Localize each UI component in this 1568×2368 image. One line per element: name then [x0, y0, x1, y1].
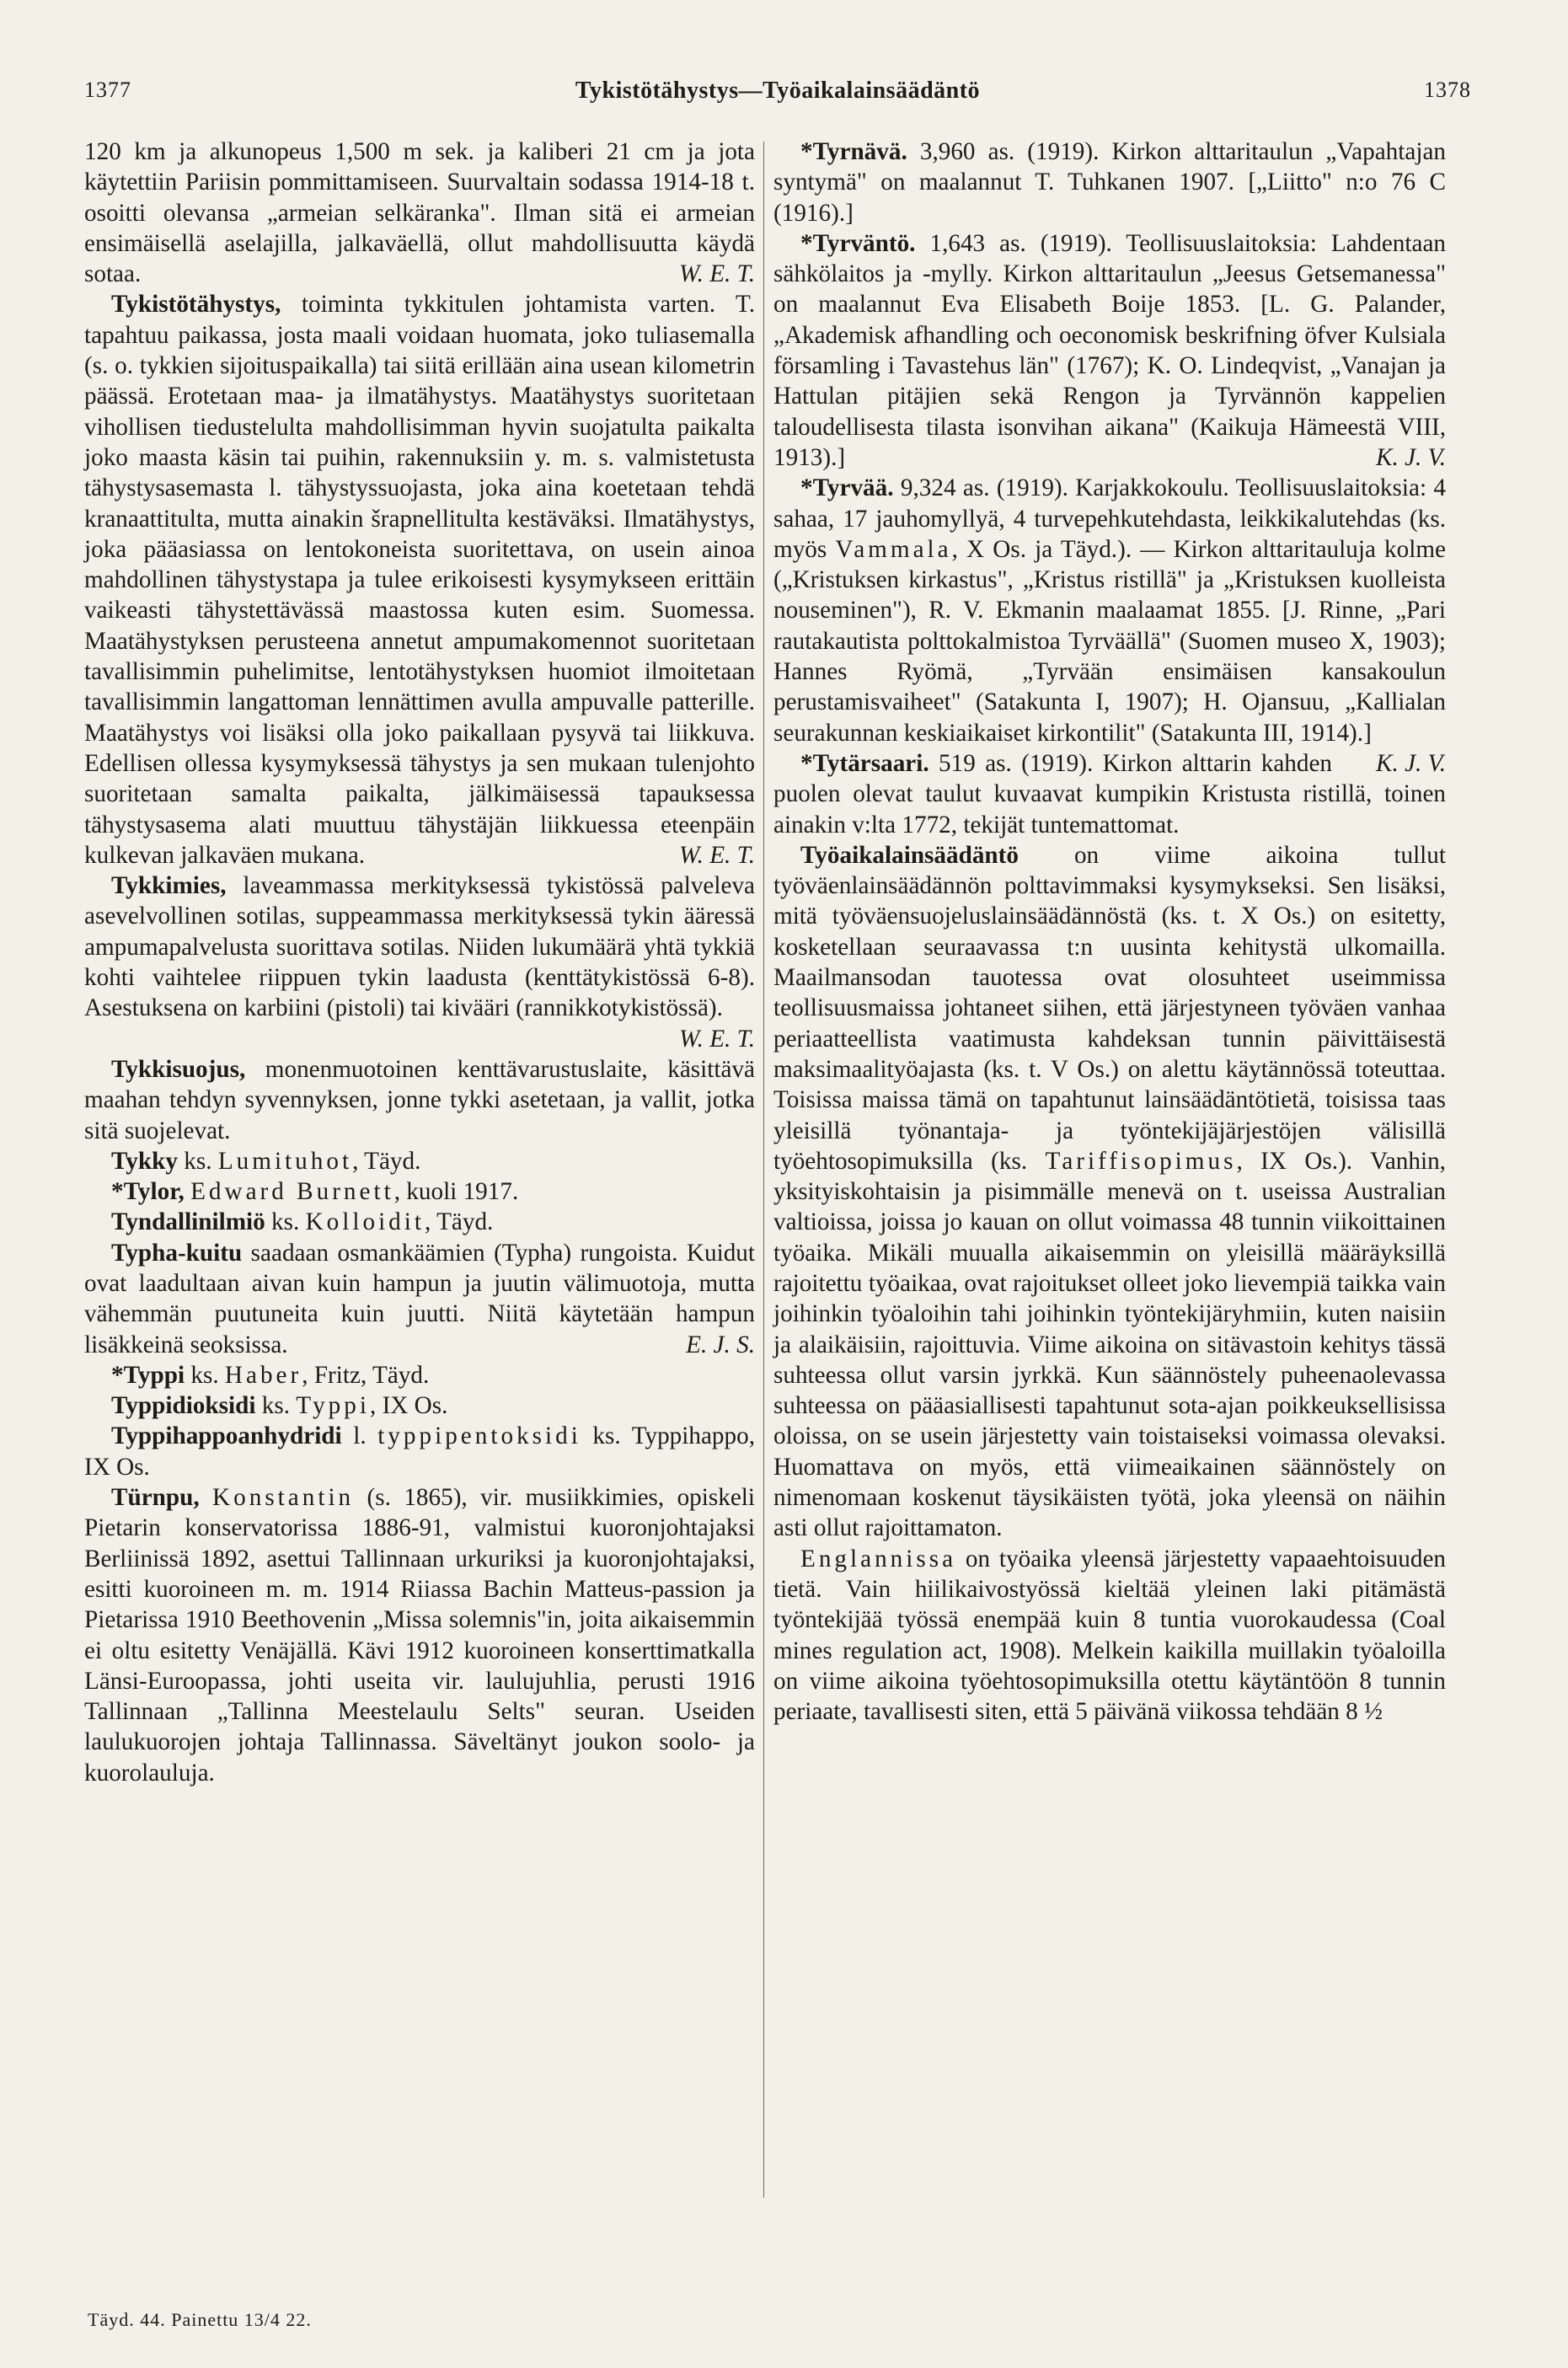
entry-paragraph [84, 289, 755, 871]
entry-text: , IX Os.). Vanhin, yksityiskohtaisin ja pisimmälle menevä on t. useissa Australian valtioissa, joissa jo kauan on ollut voimassa 48 tunnin viikoittainen työaika. Mikäli muualla aikaisemmin on yleisillä määräyksillä rajoitettu työaikaa, ovat rajoitukset olleet joko lievempiä taikka vain joihinkin työaloihin tahi joihinkin työntekijäryhmiin, kuten naisiin ja alaikäisiin, rajoittuvia. Viime aikoina on sitävastoin kehitys tässä suhteessa ollut varsin jyrkkä. Kun säännöstely puheenaolevassa suhteessa on pääasiallisesti tapahtunut sota-ajan poikkeuksellisissa oloissa, on se usein järjestetty vain toistaiseksi voimassa olevaksi. Huomattava on myös, että viimeaikainen säännöstely on nimenomaan koskenut täysikäisten työtä, joka yleensä on näihin asti ollut rajoittamaton. [773, 1147, 1446, 1542]
author-signature: W. E. T. [678, 260, 755, 288]
entry-text: laveammassa merkityksessä tykistössä palveleva asevelvollinen sotilas, suppeammassa merkityksessä tykin ääressä ampumapalvelusta suorittava sotilas. Niiden lukumäärä yhtä tykkiä kohti vaihtelee riippuen tykin laadusta (kenttätykistössä 6-8). Asestuksena on karbiini (pistoli) tai kivääri (rannikkotykistössä). [84, 872, 755, 1022]
spaced-term: Lumituhot [217, 1147, 353, 1175]
entry-text: ks. [185, 1361, 225, 1389]
entry-paragraph [84, 1176, 755, 1207]
entry-headword: Typpihappoanhydridi [111, 1422, 342, 1450]
author-signature: W. E. T. [678, 841, 755, 869]
footer-print-note: Täyd. 44. Painettu 13/4 22. [88, 2309, 312, 2330]
entry-text: , Täyd. [352, 1147, 421, 1175]
entry-text: , Täyd. [425, 1208, 494, 1236]
entry-paragraph [84, 1238, 755, 1360]
entry-text [200, 1484, 212, 1511]
entry-paragraph [84, 1054, 755, 1146]
entry-text: ks. [265, 1208, 306, 1236]
entry-headword: *Tylor, [111, 1178, 185, 1206]
spaced-term: Haber [224, 1361, 302, 1389]
entry-paragraph [773, 840, 1446, 1544]
entry-headword: *Tyrvää. [800, 474, 894, 502]
author-signature: K. J. V. [1376, 749, 1446, 777]
entry-headword: Türnpu, [111, 1484, 200, 1512]
entry-text: 1,643 as. (1919). Teollisuuslaitoksia: Lahdentaan sähkölaitos ja -mylly. Kirkon alttaritaulun „Jeesus Getsemanessa" on maalannut Eva Elisabeth Boije 1853. [L. G. Palander, „Akademisk afhandling och oeconomisk beskrifning öfver Kulsiala församling i Tavastehus län" (1767); K. O. Lindeqvist, „Vanajan ja Hattulan pitäjien sekä Rengon ja Tyrvännön kappelien taloudellisesta tilasta isonvihan aikana" (Kaikuja Hämeestä VIII, 1913).] [773, 229, 1446, 471]
entry-headword: *Tyrväntö. [800, 229, 916, 257]
entry-paragraph [773, 228, 1446, 473]
entry-text: ks. [177, 1147, 218, 1175]
entry-paragraph [773, 1544, 1446, 1728]
spaced-term: typpipentoksidi [377, 1422, 581, 1450]
page-number-right: 1378 [1424, 78, 1471, 102]
spaced-term: Vammala [835, 535, 952, 563]
left-column [84, 137, 755, 1788]
entry-paragraph [84, 1146, 755, 1176]
entry-paragraph [84, 1207, 755, 1237]
author-signature: E. J. S. [686, 1331, 755, 1358]
entry-headword: *Tytärsaari. [800, 749, 929, 777]
entry-text: saadaan osmankäämien (Typha) rungoista. Kuidut ovat laadultaan aivan kuin hampun ja juutin välimuotoja, mutta vähemmän puutuneita kuin juutti. Niitä käytetään hampun lisäkkeinä seoksissa. [84, 1239, 755, 1358]
entry-paragraph [773, 137, 1446, 228]
page-header [84, 78, 1471, 120]
entry-paragraph [84, 1390, 755, 1421]
entry-headword: Typpidioksidi [111, 1392, 256, 1420]
entry-text [185, 1178, 190, 1205]
entry-text: monenmuotoinen kenttävarustuslaite, käsittävä maahan tehdyn syvennyksen, jonne tykki asetetaan, ja vallit, jotka sitä suojelevat. [84, 1055, 755, 1144]
entry-text: , X Os. ja Täyd.). — Kirkon alttaritauluja kolme („Kristuksen kirkastus", „Kristus ristillä" ja „Kristuksen kuolleista nouseminen"), R. V. Ekmanin maalaamat 1855. [J. Rinne, „Pari rautakautista polttokalmistoa Tyrväällä" (Suomen museo X, 1903); Hannes Ryömä, „Tyrvään ensimäisen kansakoulun perustamisvaiheet" (Satakunta I, 1907); H. Ojansuu, „Kallialan seurakunnan keskiaikaiset kirkontilit" (Satakunta III, 1914).] [773, 535, 1446, 747]
spaced-term: Englannissa [800, 1545, 957, 1572]
right-column [773, 137, 1446, 1727]
entry-text: 519 as. (1919). Kirkon alttarin kahden puolen olevat taulut kuvaavat kumpikin Kristusta ristillä, toinen ainakin v:lta 1772, tekijät tuntemattomat. [773, 749, 1446, 838]
entry-text: 120 km ja alkunopeus 1,500 m sek. ja kaliberi 21 cm ja jota käytettiin Pariisin pommittamiseen. Suurvaltain sodassa 1914-18 t. osoitti olevansa „armeian selkäranka". Ilman sitä ei armeian ensimäisellä aselajilla, jalkaväellä, ollut mahdollisuutta käydä sotaa. [84, 138, 755, 288]
entry-text: ks. Typpihappo, IX Os. [84, 1422, 755, 1481]
author-signature: K. J. V. [1376, 443, 1446, 471]
entry-text: on työaika yleensä järjestetty vapaaehtoisuuden tietä. Vain hiilikaivostyössä kieltää yleinen laki pitämästä työntekijää työssä enempää kuin 8 tuntia vuorokaudessa (Coal mines regulation act, 1908). Melkein kaikilla muillakin työaloilla on viime aikoina työehtosopimuksilla otettu käytäntöön 8 tunnin periaate, tavallisesti siten, että 5 päivänä viikossa tehdään 8 ½ [773, 1545, 1446, 1726]
entry-headword: *Typpi [111, 1361, 185, 1389]
entry-text: on viime aikoina tullut työväenlainsäädännön polttavimmaksi kysymykseksi. Sen lisäksi, mitä työväensuojeluslainsäädännöstä (ks. t. X Os.) on esitetty, kosketellaan seuraavassa t:n uusinta kehitystä ulkomailla. Maailmansodan tauotessa ovat olosuhteet useimmissa teollisuusmaissa johtaneet siihen, että järjestyneen työväen vanhaa periaatteellista vaatimusta kahdeksan tunnin päivittäisestä maksimaalityöajasta (ks. t. V Os.) on alettu käytännössä toteuttaa. Toisissa maissa tämä on tapahtunut lainsäädäntötietä, toisissa taas yleisillä työnantaja- ja työntekijäjärjestöjen välisillä työehtosopimuksilla (ks. [773, 841, 1446, 1175]
spaced-term: Typpi [296, 1392, 370, 1420]
entry-paragraph [84, 1482, 755, 1788]
entry-headword: *Tyrnävä. [800, 138, 907, 165]
entry-paragraph [84, 1360, 755, 1390]
entry-paragraph [773, 748, 1446, 840]
entry-paragraph [84, 137, 755, 289]
spaced-term: Konstantin [212, 1484, 355, 1512]
entry-text: toiminta tykkitulen johtamista varten. T. tapahtuu paikassa, josta maali voidaan huomata, joko tuliasemalla (s. o. tykkien sijoituspaikalla) tai siitä erillään aina usean kilometrin päässä. Erotetaan maa- ja ilmatähystys. Maatähystys suoritetaan vihollisen tiedustelulta mahdollisimman hyvin suojatulta paikalta joko maasta käsin tai puihin, rakennuksiin y. m. s. valmistetusta tähystysasemasta l. tähystyssuojasta, joka aina koetetaan tehdä kranaattitulta, mutta ainakin šrapnellitulta kestäväksi. Ilmatähystys, joka pääasiassa on lentokoneista suoritettava, on usein ainoa mahdollinen tähystystapa ja tulee erikoisesti kysymykseen erittäin vaikeasti tähystettävässä maastossa kuten esim. Suomessa. Maatähystyksen perusteena annetut ampumakomennot suoritetaan tavallisimmin puhelimitse, lentotähystyksen huomiot ilmoitetaan tavallisimmin langattoman lennättimen avulla ampuvalle patterille. Maatähystys voi lisäksi olla joko paikallaan pysyvä tai liikkuva. Edellisen ollessa kysymyksessä tähystys ja sen mukaan tulenjohto suoritetaan samalta paikalta, jälkimäisessä tapauksessa tähystysasema alati muuttuu tähystäjän liikkuessa eteenpäin kulkevan jalkaväen mukana. [84, 291, 755, 869]
entry-text: 9,324 as. (1919). Karjakkokoulu. Teollisuuslaitoksia: 4 sahaa, 17 jauhomyllyä, 4 turvepehkutehdasta, leikkikalutehdas (ks. myös [773, 474, 1446, 563]
entry-text: l. [341, 1422, 378, 1450]
entry-headword: Tykkisuojus, [111, 1055, 246, 1083]
running-title: Tykistötähystys—Työaikalainsäädäntö [575, 78, 981, 104]
entry-paragraph [84, 871, 755, 1023]
spaced-term: Tariffisopimus [1045, 1147, 1237, 1175]
entry-text: , kuoli 1917. [393, 1178, 519, 1206]
entry-text: , Fritz, Täyd. [302, 1361, 430, 1389]
entry-headword: Tykistötähystys, [111, 291, 281, 319]
spaced-term: Kolloidit [305, 1208, 425, 1236]
entry-text: ks. [255, 1392, 297, 1420]
entry-headword: Tykky [111, 1147, 178, 1175]
spaced-term: Edward Burnett [190, 1178, 394, 1206]
entry-headword: Tykkimies, [111, 872, 227, 900]
page-number-left: 1377 [84, 78, 131, 102]
entry-text: (s. 1865), vir. musiikkimies, opiskeli Pietarin konservatorissa 1886-91, valmistui kuoronjohtajaksi Berliinissä 1892, asettui Tallinnaan urkuriksi ja kuoronjohtajaksi, esitti kuoroineen m. m. 1914 Riiassa Bachin Matteus-passion ja Pietarissa 1910 Beethovenin „Missa solemnis"in, joita aikaisemmin ei oltu esitetty Venäjällä. Kävi 1912 kuoroineen konserttimatkalla Länsi-Euroopassa, johti useita vir. laulujuhlia, perusti 1916 Tallinnaan „Tallinna Meestelaulu Selts" seuran. Useiden laulukuorojen johtaja Tallinnassa. Säveltänyt joukon soolo- ja kuorolauluja. [84, 1484, 755, 1787]
entry-text: , IX Os. [369, 1392, 448, 1420]
entry-text: 3,960 as. (1919). Kirkon alttaritaulun „Vapahtajan syntymä" on maalannut T. Tuhkanen 1907. [„Liitto" n:o 76 C (1916).] [773, 138, 1446, 227]
entry-headword: Työaikalainsäädäntö [800, 841, 1019, 869]
entry-headword: Tyndallinilmiö [111, 1208, 265, 1236]
column-divider [763, 142, 764, 2198]
entry-paragraph [84, 1421, 755, 1482]
entry-headword: Typha-kuitu [111, 1239, 243, 1267]
author-signature: W. E. T. [678, 1025, 755, 1053]
